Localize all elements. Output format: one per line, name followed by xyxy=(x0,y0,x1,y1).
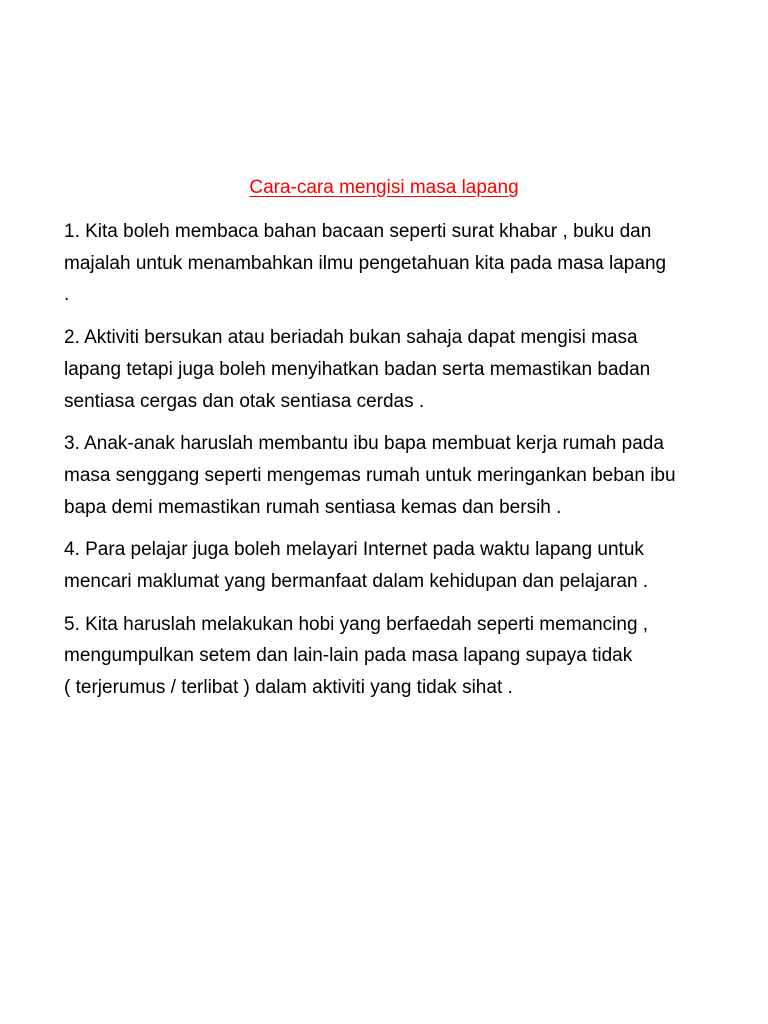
text-line: 4. Para pelajar juga boleh melayari Internet pada waktu lapang untuk xyxy=(64,539,644,561)
list-item-5 xyxy=(64,609,764,704)
item-list xyxy=(64,216,764,715)
list-item-1 xyxy=(64,216,764,311)
text-line: mencari maklumat yang bermanfaat dalam kehidupan dan pelajaran . xyxy=(64,571,649,593)
text-line: 2. Aktiviti bersukan atau beriadah bukan sahaja dapat mengisi masa xyxy=(64,327,638,349)
page-title: Cara-cara mengisi masa lapang xyxy=(249,177,519,198)
list-item-2 xyxy=(64,322,764,417)
text-line: bapa demi memastikan rumah sentiasa kemas dan bersih . xyxy=(64,496,562,518)
text-line: masa senggang seperti mengemas rumah untuk meringankan beban ibu xyxy=(64,464,676,486)
text-line: 1. Kita boleh membaca bahan bacaan seperti surat khabar , buku dan xyxy=(64,221,652,242)
text-line: 3. Anak-anak haruslah membantu ibu bapa membuat kerja rumah pada xyxy=(64,433,664,455)
text-line: 5. Kita haruslah melakukan hobi yang berfaedah seperti memancing , xyxy=(64,613,649,635)
text-line: ( terjerumus / terlibat ) dalam aktiviti yang tidak sihat . xyxy=(64,677,513,699)
text-line: lapang tetapi juga boleh menyihatkan badan serta memastikan badan xyxy=(64,358,651,380)
text-line: majalah untuk menambahkan ilmu pengetahuan kita pada masa lapang xyxy=(64,252,667,274)
text-line: mengumpulkan setem dan lain-lain pada masa lapang supaya tidak xyxy=(64,645,633,667)
text-line: . xyxy=(64,284,70,306)
list-item-4 xyxy=(64,534,764,597)
text-line: sentiasa cergas dan otak sentiasa cerdas . xyxy=(64,390,425,412)
list-item-3 xyxy=(64,428,764,523)
